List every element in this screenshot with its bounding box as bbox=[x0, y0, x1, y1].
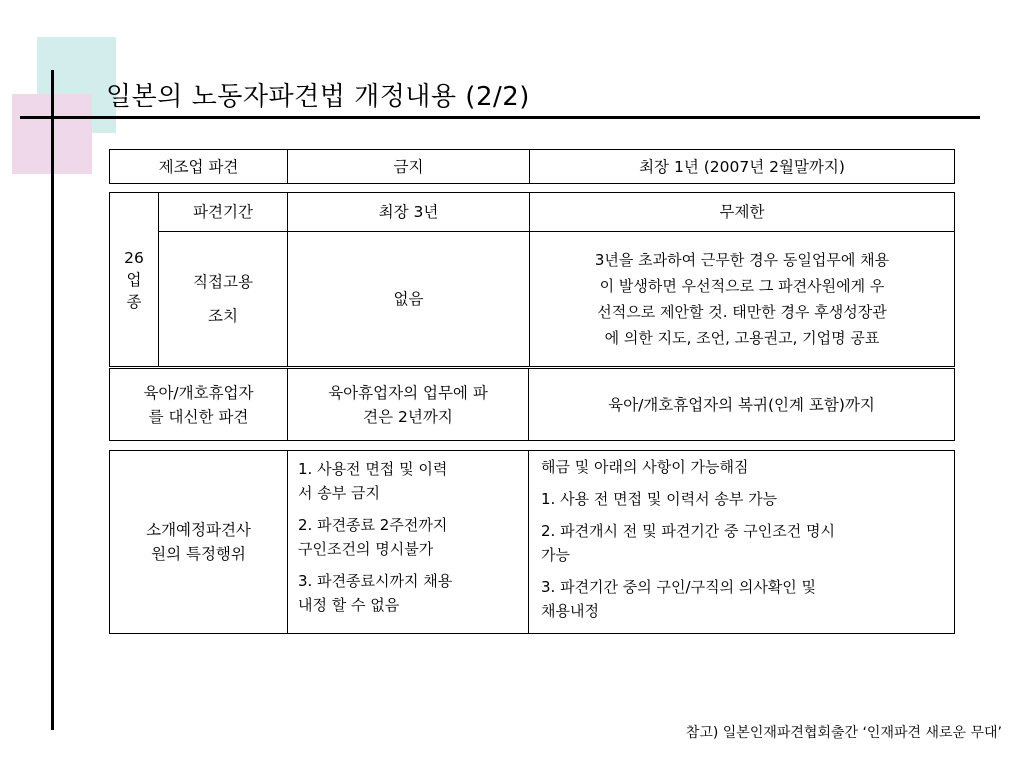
text-line: 서 송부 금지 bbox=[298, 484, 380, 502]
list-item bbox=[541, 487, 777, 511]
cell-childcare-old bbox=[288, 369, 528, 440]
table-group-26-occupations bbox=[109, 192, 955, 367]
decorative-vertical-line bbox=[51, 70, 54, 730]
text-line: 1. 사용전 면접 및 이력 bbox=[298, 460, 448, 478]
title-underline bbox=[20, 116, 980, 119]
text-line: 채용내정 bbox=[541, 602, 599, 620]
cell-direct-employment-old: 없음 bbox=[393, 290, 424, 308]
intro-text: 해금 및 아래의 사항이 가능해짐 bbox=[541, 458, 749, 476]
text-line: 구인조건의 명시불가 bbox=[298, 540, 434, 558]
label-line: 조치 bbox=[208, 307, 238, 325]
table-row-pre-introduction bbox=[109, 450, 529, 634]
label-line: 직접고용 bbox=[193, 273, 253, 291]
text-line: 견은 2년까지 bbox=[363, 407, 453, 426]
text-line: 3. 파견기간 중의 구인/구직의 의사확인 및 bbox=[541, 578, 817, 596]
slide-title: 일본의 노동자파견법 개정내용 (2/2) bbox=[106, 82, 530, 112]
cell-direct-employment-label bbox=[159, 232, 287, 366]
text-line: 3년을 초과하여 근무한 경우 동일업무에 채용 bbox=[594, 251, 890, 269]
text-line: 내정 할 수 없음 bbox=[298, 596, 400, 614]
text-line: 선적으로 제안할 것. 태만한 경우 후생성장관 bbox=[597, 303, 887, 321]
cell-manufacturing-label: 제조업 파견 bbox=[158, 157, 239, 176]
cell-pre-introduction-old bbox=[288, 451, 528, 633]
table-row-childcare bbox=[109, 368, 529, 441]
text-line: 이 발생하면 우선적으로 그 파견사원에게 우 bbox=[599, 277, 885, 295]
label-line: 육아/개호휴업자 bbox=[143, 383, 254, 402]
cell-dispatch-period-new: 무제한 bbox=[719, 203, 765, 221]
cell-pre-introduction-label bbox=[110, 451, 287, 633]
cell-dispatch-period-old: 최장 3년 bbox=[378, 203, 439, 221]
cell-childcare-label bbox=[110, 369, 287, 440]
text-line: 가능 bbox=[541, 546, 570, 564]
cell-manufacturing-new: 최장 1년 (2007년 2월말까지) bbox=[639, 157, 845, 176]
cell-dispatch-period-label: 파견기간 bbox=[193, 203, 253, 221]
list-item bbox=[541, 519, 835, 567]
text-line: 육아휴업자의 업무에 파 bbox=[328, 383, 488, 402]
text-line: 3. 파견종료시까지 채용 bbox=[298, 572, 453, 590]
list-item bbox=[541, 575, 816, 623]
table-row-manufacturing bbox=[109, 149, 955, 184]
cell-manufacturing-old: 금지 bbox=[393, 157, 424, 176]
table-cell-childcare-new-box bbox=[528, 368, 955, 441]
label-line: 소개예정파견사 bbox=[146, 521, 251, 539]
label-line: 업 bbox=[126, 270, 142, 289]
label-line: 종 bbox=[126, 292, 142, 311]
list-item bbox=[298, 457, 447, 505]
cell-26-occupations-label bbox=[110, 193, 158, 366]
cell-direct-employment-new bbox=[530, 232, 954, 366]
source-footnote: 참고) 일본인재파견협회출간 ‘인재파견 새로운 무대’ bbox=[685, 725, 1002, 741]
list-item bbox=[298, 569, 452, 617]
list-item bbox=[298, 513, 447, 561]
text-line: 2. 파견종료 2주전까지 bbox=[298, 516, 448, 534]
cell-childcare-new: 육아/개호휴업자의 복귀(인계 포함)까지 bbox=[608, 395, 875, 414]
table-cell-pre-introduction-new-box bbox=[528, 450, 955, 634]
text-line: 1. 사용 전 면접 및 이력서 송부 가능 bbox=[541, 490, 778, 508]
cell-pre-introduction-new bbox=[529, 451, 954, 633]
text-line: 2. 파견개시 전 및 파견기간 중 구인조건 명시 bbox=[541, 522, 836, 540]
text-line: 에 의한 지도, 조언, 고용권고, 기업명 공표 bbox=[604, 329, 880, 347]
label-line: 원의 특정행위 bbox=[151, 545, 246, 563]
label-line: 26 bbox=[124, 248, 144, 267]
label-line: 를 대신한 파견 bbox=[148, 407, 249, 426]
